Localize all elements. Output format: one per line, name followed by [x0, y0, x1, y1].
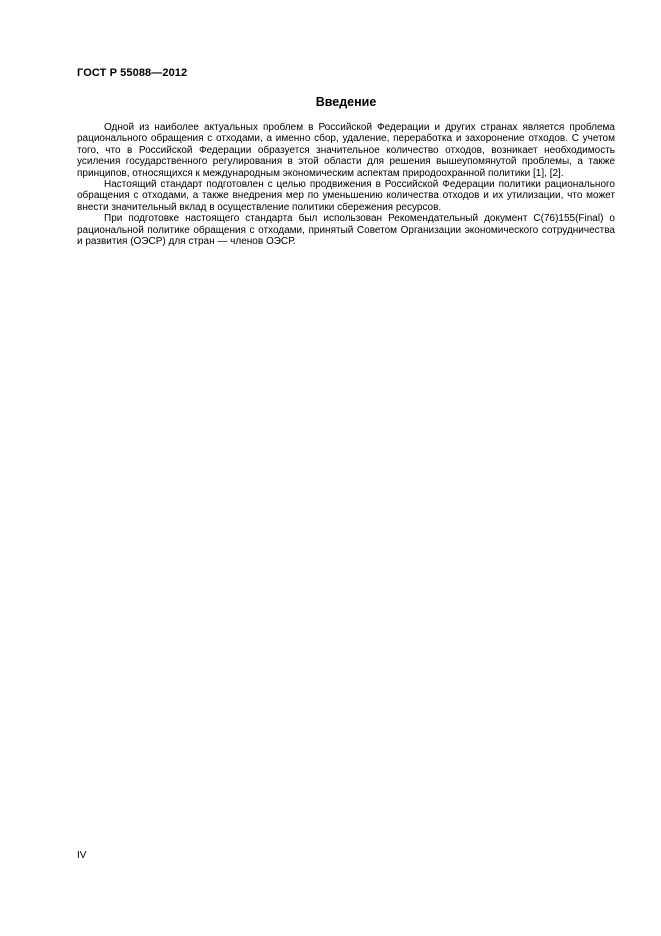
page-number: IV [77, 850, 87, 861]
paragraph: Настоящий стандарт подготовлен с целью продвижения в Российской Федерации политики рационального обращения с отходами, а также внедрения мер по уменьшению количества отходов и их утилизации, что может внести значительный вклад в осуществление политики сбережения ресурсов. [77, 179, 615, 213]
paragraph: При подготовке настоящего стандарта был использован Рекомендательный документ C(76)155(Final) о рациональной политике обращения с отходами, принятый Советом Организации экономического сотрудничества и развития (ОЭСР) для стран — членов ОЭСР. [77, 213, 615, 248]
section-body [77, 122, 615, 247]
paragraph: Одной из наиболее актуальных проблем в Российской Федерации и других странах является проблема рационального обращения с отходами, а именно сбор, удаление, переработка и захоронение отходов. С учетом того, что в Российской Федерации образуется значительное количество отходов, возникает необходимость усиления государственного регулирования в этой области для решения вышеупомянутой проблемы, а также принципов, относящихся к международным экономическим аспектам природоохранной политики [1], [2]. [77, 122, 615, 179]
section-title: Введение [315, 95, 377, 109]
document-code: ГОСТ Р 55088—2012 [77, 67, 188, 79]
